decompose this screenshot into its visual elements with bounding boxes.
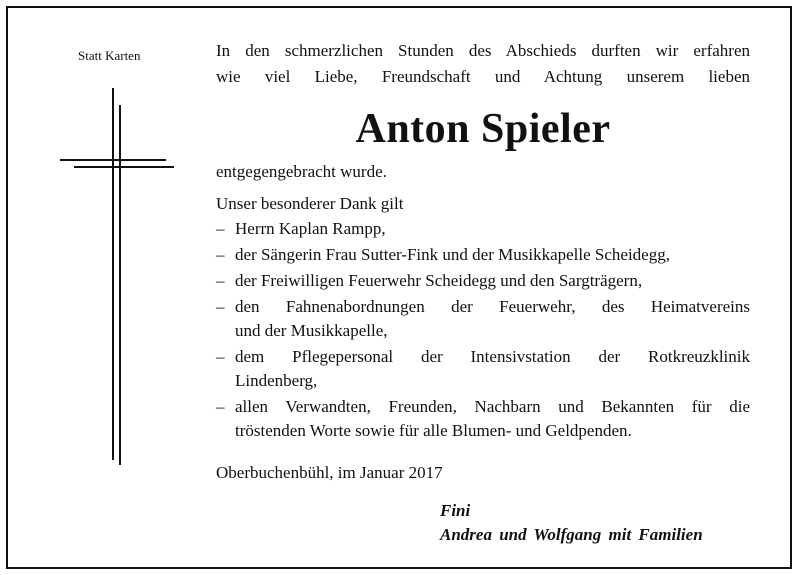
thanks-item-1: Herrn Kaplan Rampp,	[235, 219, 386, 238]
signature-line-1: Fini	[440, 501, 471, 520]
thanks-item-6-line-2: tröstenden Worte sowie für alle Blumen- und Geldpenden.	[235, 421, 632, 440]
top-note: Statt Karten	[78, 48, 141, 63]
intro-line-2: wie viel Liebe, Freundschaft und Achtung unserem lieben	[216, 67, 750, 86]
thanks-heading: Unser besonderer Dank gilt	[216, 194, 404, 213]
intro-line-3: entgegengebracht wurde.	[216, 162, 387, 181]
list-dash: –	[216, 397, 225, 416]
intro-line-1: In den schmerzlichen Stunden des Abschieds durften wir erfahren	[216, 41, 750, 60]
notice-frame	[6, 6, 792, 569]
thanks-item-4-line-1: den Fahnenabordnungen der Feuerwehr, des Heimatvereins	[235, 297, 750, 316]
thanks-item-2: der Sängerin Frau Sutter-Fink und der Musikkapelle Scheidegg,	[235, 245, 670, 264]
place-date: Oberbuchenbühl, im Januar 2017	[216, 463, 443, 482]
thanks-item-4-line-2: und der Musikkapelle,	[235, 321, 388, 340]
list-dash: –	[216, 245, 225, 264]
thanks-item-6-line-1: allen Verwandten, Freunden, Nachbarn und Bekannten für die	[235, 397, 750, 416]
list-dash: –	[216, 271, 225, 290]
list-dash: –	[216, 347, 225, 366]
thanks-item-3: der Freiwilligen Feuerwehr Scheidegg und den Sargträgern,	[235, 271, 643, 290]
deceased-name: Anton Spieler	[355, 106, 611, 152]
cross-horizontal-bar-2	[74, 166, 174, 168]
thanks-item-5-line-1: dem Pflegepersonal der Intensivstation der Rotkreuzklinik	[235, 347, 750, 366]
list-dash: –	[216, 219, 225, 238]
signature-line-2: Andrea und Wolfgang mit Familien	[440, 525, 703, 544]
cross-vertical-bar-1	[112, 88, 114, 460]
thanks-item-5-line-2: Lindenberg,	[235, 371, 318, 390]
list-dash: –	[216, 297, 225, 316]
cross-horizontal-bar-1	[60, 159, 166, 161]
